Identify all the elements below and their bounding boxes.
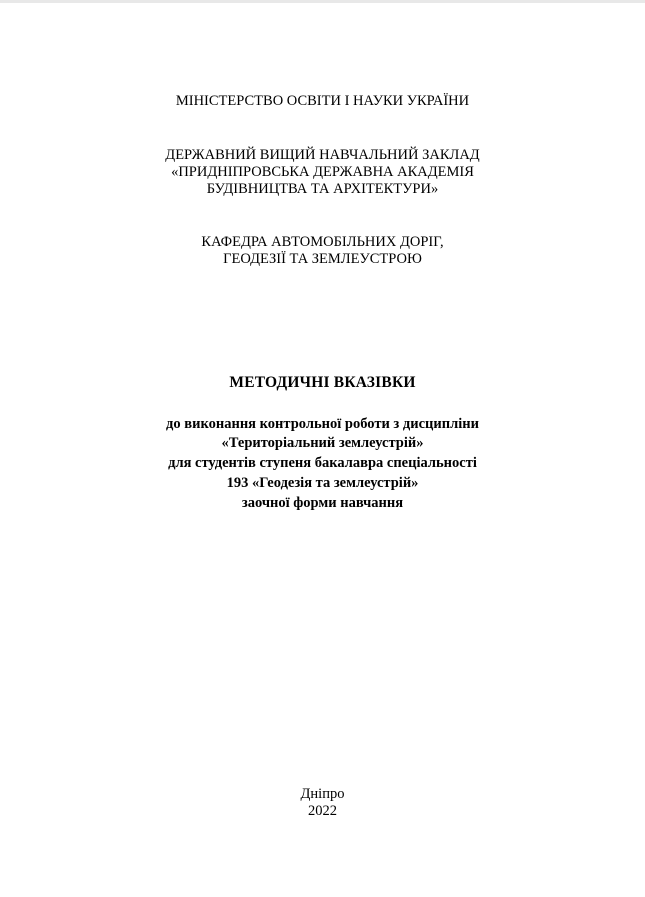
subtitle-line-5: заочної форми навчання [241,495,404,511]
department-line-1: КАФЕДРА АВТОМОБІЛЬНИХ ДОРІГ, [201,234,444,250]
footer-year: 2022 [308,803,337,819]
footer-city: Дніпро [300,786,345,802]
subtitle-line-4: 193 «Геодезія та землеустрій» [226,475,419,491]
department-line-2: ГЕОДЕЗІЇ ТА ЗЕМЛЕУСТРОЮ [223,251,422,267]
subtitle-line-2: «Територіальний землеустрій» [221,435,424,451]
subtitle-line-1: до виконання контрольної роботи з дисципліни [166,416,479,432]
subtitle-line-3: для студентів ступеня бакалавра спеціальності [168,455,477,471]
institution-line-1: ДЕРЖАВНИЙ ВИЩИЙ НАВЧАЛЬНИЙ ЗАКЛАД [165,147,480,163]
document-title: МЕТОДИЧНІ ВКАЗІВКИ [229,374,416,391]
institution-line-3: БУДІВНИЦТВА ТА АРХІТЕКТУРИ» [206,181,439,197]
institution-line-2: «ПРИДНІПРОВСЬКА ДЕРЖАВНА АКАДЕМІЯ [171,164,474,180]
ministry-heading: МІНІСТЕРСТВО ОСВІТИ І НАУКИ УКРАЇНИ [175,93,470,109]
